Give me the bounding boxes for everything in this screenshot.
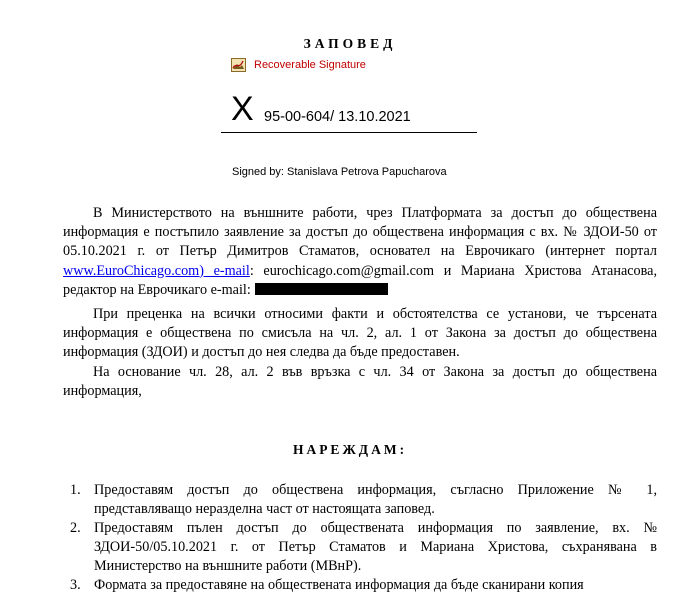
order-item-number: 2.	[70, 520, 81, 536]
paragraph-assessment: При преценка на всички относими факти и обстоятелства се установи, че търсената информация е обществена по смисъла на чл. 2, ал. 1 от Закона за достъп до обществена информация (ЗДОИ) и достъп до нея следва да бъде предоставен.	[63, 306, 657, 361]
paragraph-request-part2: : eurochicago.com@gmail.com и Мариана Христова Атанасова, редактор на Еврочикаго e-mail:	[63, 262, 657, 298]
order-item-number: 3.	[70, 577, 81, 593]
order-heading: НАРЕЖДАМ:	[292, 442, 408, 457]
order-item-text: Предоставям пълен достъп до обществената информация по заявление, вх. № ЗДОИ-50/05.10.2021 г. от Петър Стаматов и Мариана Христова, съхранявана в Министерство на външните работи (МВнР).	[94, 520, 657, 575]
signature-line	[221, 90, 477, 133]
signature-mark: X	[231, 90, 254, 128]
signature-icon	[231, 58, 246, 72]
website-link[interactable]: www.EuroChicago.com) e-mail	[63, 262, 250, 279]
order-item-text: Формата за предоставяне на обществената информация да бъде сканирани копия	[94, 577, 584, 593]
order-item	[63, 519, 657, 577]
order-item-text: Предоставям достъп до обществена информация, съгласно Приложение № 1, представляващо неразделна част от настоящата заповед.	[94, 482, 657, 518]
paragraph-request	[63, 204, 657, 300]
paragraph-request-part1: В Министерството на външните работи, чрез Платформата за достъп до обществена информация е постъпило заявление за достъп до обществена информация с вх. № ЗДОИ-50 от 05.10.2021 г. от Петър Димитров Стаматов, основател на Еврочикаго (интернет портал	[63, 205, 657, 260]
paragraph-legal-basis: На основание чл. 28, ал. 2 във връзка с чл. 34 от Закона за достъп до обществена информация,	[63, 364, 657, 400]
document-title: ЗАПОВЕД	[303, 36, 397, 51]
signature-status[interactable]	[231, 58, 366, 72]
order-item	[63, 481, 657, 519]
document-number: 95-00-604/ 13.10.2021	[264, 109, 411, 125]
order-item	[63, 576, 657, 595]
redacted-email	[255, 283, 388, 295]
order-item-number: 1.	[70, 482, 81, 498]
signed-by: Signed by: Stanislava Petrova Papucharova	[232, 166, 447, 178]
signature-status-label: Recoverable Signature	[254, 59, 366, 71]
